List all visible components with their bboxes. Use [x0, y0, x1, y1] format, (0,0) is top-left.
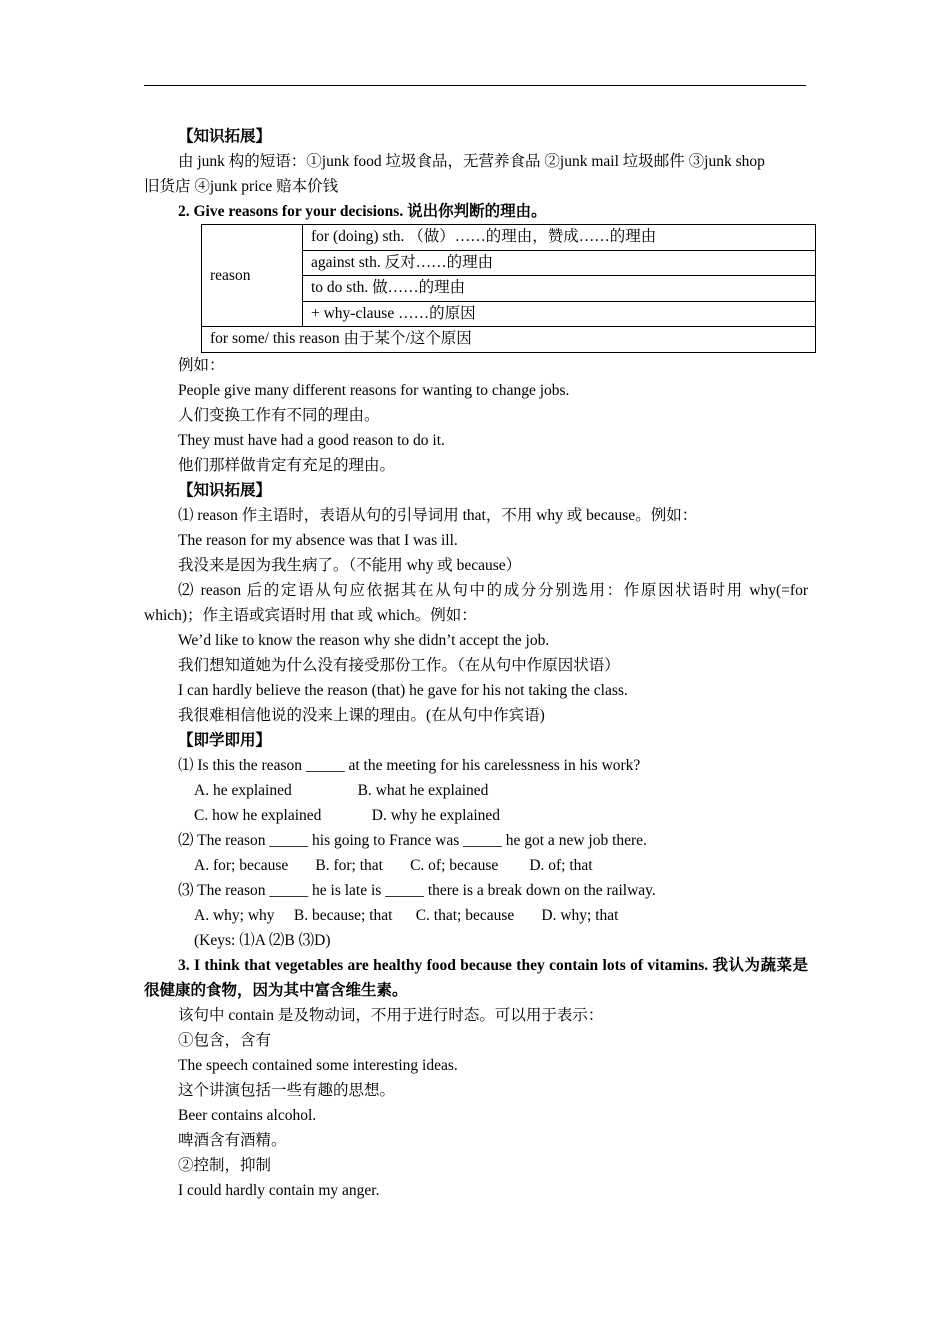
- example-line: 他们那样做肯定有充足的理由。: [178, 456, 396, 474]
- question: ⑶ The reason _____ he is late is _____ there is a break down on the railway.: [178, 881, 656, 899]
- question-options: A. for; because B. for; that C. of; because D. of; that: [194, 856, 593, 874]
- section-heading: 【知识拓展】: [178, 128, 272, 145]
- table-cell: + why-clause ……的原因: [303, 301, 816, 327]
- example-line: 我没来是因为我生病了。（不能用 why 或 because）: [178, 556, 522, 574]
- question-options: C. how he explained D. why he explained: [194, 806, 501, 824]
- section-heading: 【即学即用】: [178, 731, 272, 749]
- table-cell: against sth. 反对……的理由: [303, 250, 816, 276]
- table-cell: for (doing) sth. （做）……的理由，赞成……的理由: [303, 225, 816, 251]
- meaning: ②控制，抑制: [178, 1156, 272, 1174]
- table-cell-head: reason: [202, 225, 303, 327]
- table-cell: to do sth. 做……的理由: [303, 276, 816, 302]
- section-title: 3. I think that vegetables are healthy food because they contain lots of vitamins. 我认为蔬菜是很健康的食物，因为其中富含维生素。: [144, 956, 808, 999]
- question: ⑵ The reason _____ his going to France was _____ he got a new job there.: [178, 831, 647, 849]
- question-options: A. why; why B. because; that C. that; because D. why; that: [194, 906, 619, 924]
- example-label: 例如：: [178, 356, 225, 374]
- example-line: 我很难相信他说的没来上课的理由。(在从句中作宾语): [178, 706, 545, 724]
- document-body: [144, 124, 808, 1203]
- question-options: A. he explained B. what he explained: [194, 781, 489, 799]
- section-title: 2. Give reasons for your decisions. 说出你判断的理由。: [178, 203, 547, 220]
- example-line: People give many different reasons for wanting to change jobs.: [178, 381, 570, 399]
- example-line: They must have had a good reason to do it.: [178, 431, 445, 449]
- example-line: The reason for my absence was that I was ill.: [178, 531, 458, 549]
- paragraph: 旧货店 ④junk price 赔本价钱: [144, 178, 339, 195]
- example-line: 这个讲演包括一些有趣的思想。: [178, 1081, 396, 1099]
- example-line: I could hardly contain my anger.: [178, 1181, 380, 1199]
- example-line: Beer contains alcohol.: [178, 1106, 317, 1124]
- meaning: ①包含，含有: [178, 1031, 272, 1049]
- example-line: I can hardly believe the reason (that) he gave for his not taking the class.: [178, 681, 628, 699]
- table-cell-footer: for some/ this reason 由于某个/这个原因: [202, 327, 816, 353]
- section-heading: 【知识拓展】: [178, 481, 272, 499]
- paragraph: 该句中 contain 是及物动词，不用于进行时态。可以用于表示：: [178, 1006, 604, 1024]
- example-line: 人们变换工作有不同的理由。: [178, 406, 380, 424]
- paragraph: 由 junk 构的短语：①junk food 垃圾食品，无营养食品 ②junk mail 垃圾邮件 ③junk shop: [178, 153, 765, 170]
- example-line: 啤酒含有酒精。: [178, 1131, 287, 1149]
- example-line: We’d like to know the reason why she didn’t accept the job.: [178, 631, 550, 649]
- header-rule: [144, 85, 806, 86]
- note: ⑵ reason 后的定语从句应依据其在从句中的成分分别选用：作原因状语时用 why(=for which)；作主语或宾语时用 that 或 which。例如：: [144, 581, 808, 624]
- note: ⑴ reason 作主语时，表语从句的引导词用 that，不用 why 或 because。例如：: [178, 506, 698, 524]
- answer-keys: (Keys: ⑴A ⑵B ⑶D): [194, 931, 331, 949]
- example-line: 我们想知道她为什么没有接受那份工作。（在从句中作原因状语）: [178, 656, 620, 674]
- example-line: The speech contained some interesting ideas.: [178, 1056, 458, 1074]
- reason-table: [201, 224, 816, 353]
- question: ⑴ Is this the reason _____ at the meeting for his carelessness in his work?: [178, 756, 641, 774]
